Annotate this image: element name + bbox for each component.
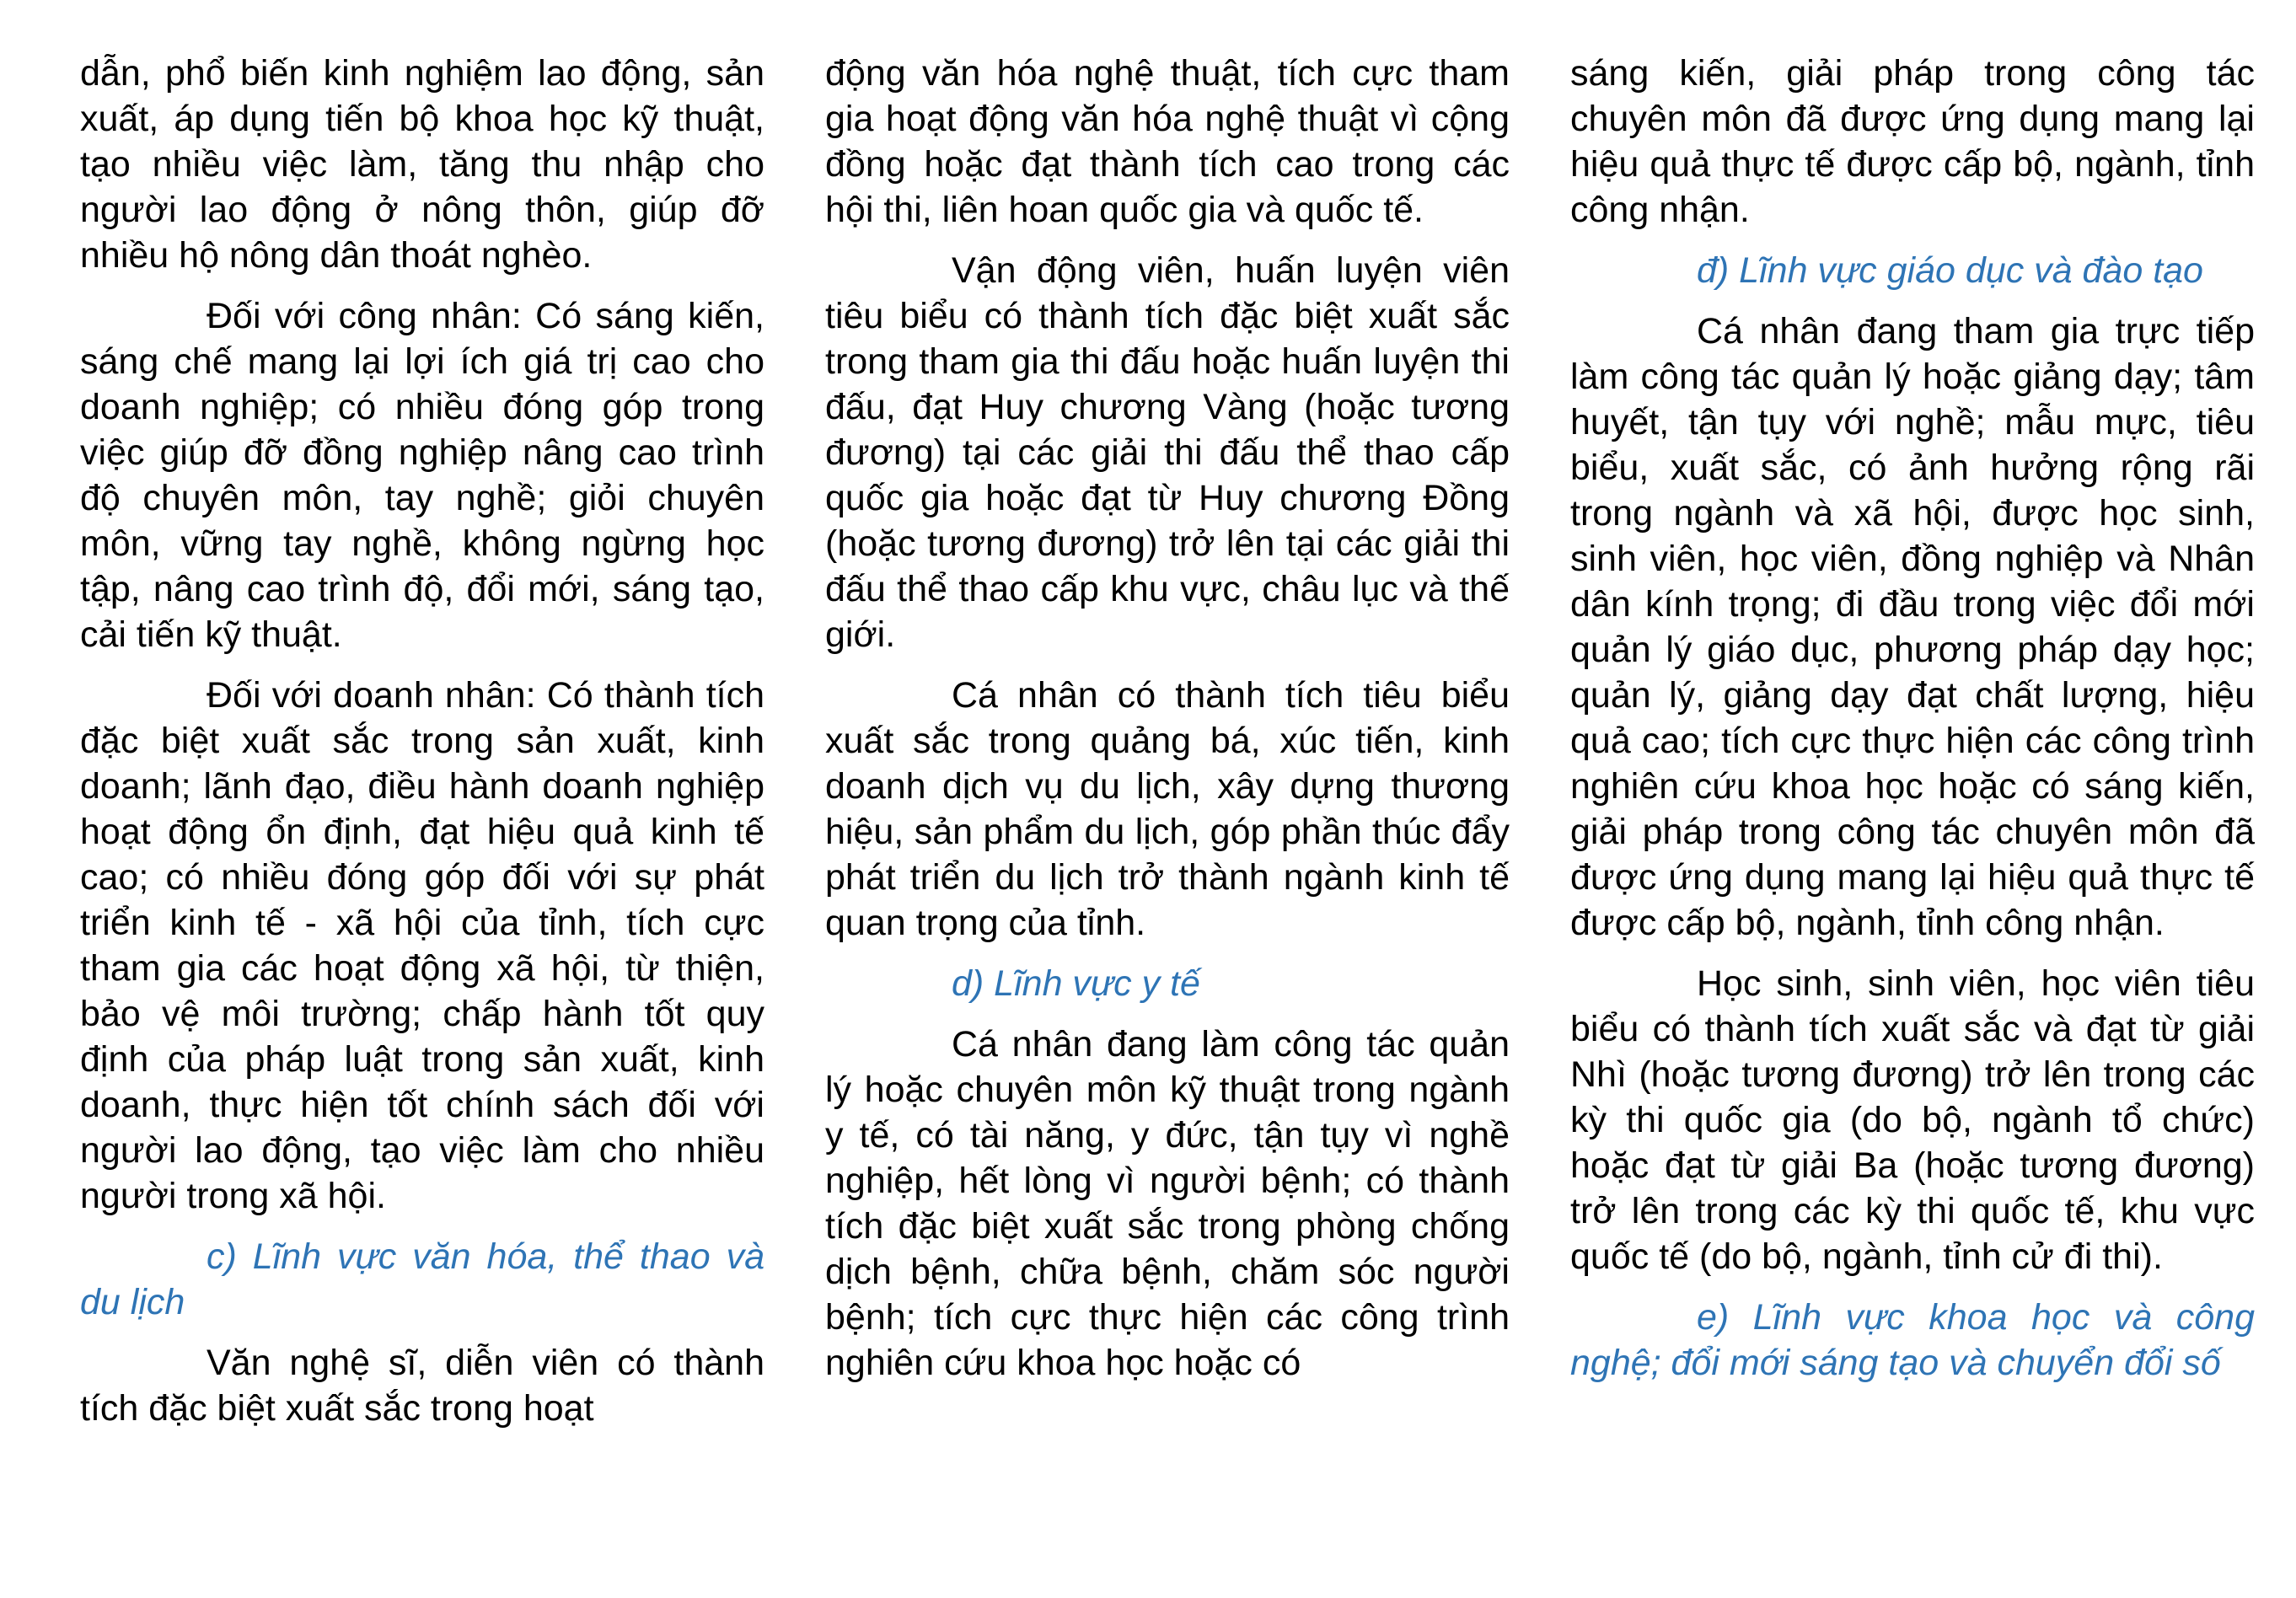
body-paragraph: Vận động viên, huấn luyện viên tiêu biểu có thành tích đặc biệt xuất sắc trong tham gia thi đấu hoặc huấn luyện thi đấu, đạt Huy chương Vàng (hoặc tương đương) tại các giải thi đấu thể thao cấp quốc gia hoặc đạt từ Huy chương Đồng (hoặc tương đương) trở lên tại các giải thi đấu thể thao cấp khu vực, châu lục và thế giới. bbox=[825, 250, 1510, 655]
body-paragraph: Đối với doanh nhân: Có thành tích đặc biệt xuất sắc trong sản xuất, kinh doanh; lãnh đạo, điều hành doanh nghiệp hoạt động ổn định, đạt hiệu quả kinh tế cao; có nhiều đóng góp đối với sự phát triển kinh tế - xã hội của tỉnh, tích cực tham gia các hoạt động xã hội, từ thiện, bảo vệ môi trường; chấp hành tốt quy định của pháp luật trong sản xuất, kinh doanh, thực hiện tốt chính sách đối với người lao động, tạo việc làm cho nhiều người trong xã hội. bbox=[80, 675, 764, 1216]
body-paragraph: Cá nhân đang làm công tác quản lý hoặc chuyên môn kỹ thuật trong ngành y tế, có tài năng, y đức, tận tụy vì nghề nghiệp, hết lòng vì người bệnh; có thành tích đặc biệt xuất sắc trong phòng chống dịch bệnh, chữa bệnh, chăm sóc người bệnh; tích cực thực hiện các công trình nghiên cứu khoa học hoặc có bbox=[825, 1024, 1510, 1383]
body-paragraph: Đối với công nhân: Có sáng kiến, sáng chế mang lại lợi ích giá trị cao cho doanh nghiệp; có nhiều đóng góp trong việc giúp đỡ đồng nghiệp nâng cao trình độ chuyên môn, tay nghề; giỏi chuyên môn, vững tay nghề, không ngừng học tập, nâng cao trình độ, đổi mới, sáng tạo, cải tiến kỹ thuật. bbox=[80, 296, 764, 655]
body-paragraph: Học sinh, sinh viên, học viên tiêu biểu có thành tích xuất sắc và đạt từ giải Nhì (hoặc tương đương) trở lên trong các kỳ thi quốc gia (do bộ, ngành tổ chức) hoặc đạt từ giải Ba (hoặc tương đương) trở lên trong các kỳ thi quốc tế, khu vực quốc tế (do bộ, ngành, tỉnh cử đi thi). bbox=[1570, 963, 2255, 1277]
column-3 bbox=[1570, 51, 2255, 1598]
body-paragraph: động văn hóa nghệ thuật, tích cực tham gia hoạt động văn hóa nghệ thuật vì cộng đồng hoặc đạt thành tích cao trong các hội thi, liên hoan quốc gia và quốc tế. bbox=[825, 53, 1510, 230]
body-paragraph: Cá nhân đang tham gia trực tiếp làm công tác quản lý hoặc giảng dạy; tâm huyết, tận tụy với nghề; mẫu mực, tiêu biểu, xuất sắc, có ảnh hưởng rộng rãi trong ngành và xã hội, được học sinh, sinh viên, học viên, đồng nghiệp và Nhân dân kính trọng; đi đầu trong việc đổi mới quản lý giáo dục, phương pháp dạy học; quản lý, giảng dạy đạt chất lượng, hiệu quả cao; tích cực thực hiện các công trình nghiên cứu khoa học hoặc có sáng kiến, giải pháp trong công tác chuyên môn đã được ứng dụng mang lại hiệu quả thực tế được cấp bộ, ngành, tỉnh công nhận. bbox=[1570, 311, 2255, 943]
body-paragraph: dẫn, phổ biến kinh nghiệm lao động, sản xuất, áp dụng tiến bộ khoa học kỹ thuật, tạo nhiều việc làm, tăng thu nhập cho người lao động ở nông thôn, giúp đỡ nhiều hộ nông dân thoát nghèo. bbox=[80, 53, 764, 276]
body-paragraph: sáng kiến, giải pháp trong công tác chuyên môn đã được ứng dụng mang lại hiệu quả thực tế được cấp bộ, ngành, tỉnh công nhận. bbox=[1570, 53, 2255, 230]
body-paragraph: Văn nghệ sĩ, diễn viên có thành tích đặc biệt xuất sắc trong hoạt bbox=[80, 1343, 764, 1429]
section-heading: c) Lĩnh vực văn hóa, thể thao và du lịch bbox=[80, 1236, 764, 1322]
section-heading: d) Lĩnh vực y tế bbox=[952, 963, 1200, 1004]
section-heading: e) Lĩnh vực khoa học và công nghệ; đổi mới sáng tạo và chuyển đổi số bbox=[1570, 1297, 2255, 1383]
column-1 bbox=[80, 51, 764, 1598]
section-heading: đ) Lĩnh vực giáo dục và đào tạo bbox=[1697, 250, 2203, 291]
column-2 bbox=[825, 51, 1510, 1598]
body-paragraph: Cá nhân có thành tích tiêu biểu xuất sắc trong quảng bá, xúc tiến, kinh doanh dịch vụ du lịch, xây dựng thương hiệu, sản phẩm du lịch, góp phần thúc đẩy phát triển du lịch trở thành ngành kinh tế quan trọng của tỉnh. bbox=[825, 675, 1510, 943]
